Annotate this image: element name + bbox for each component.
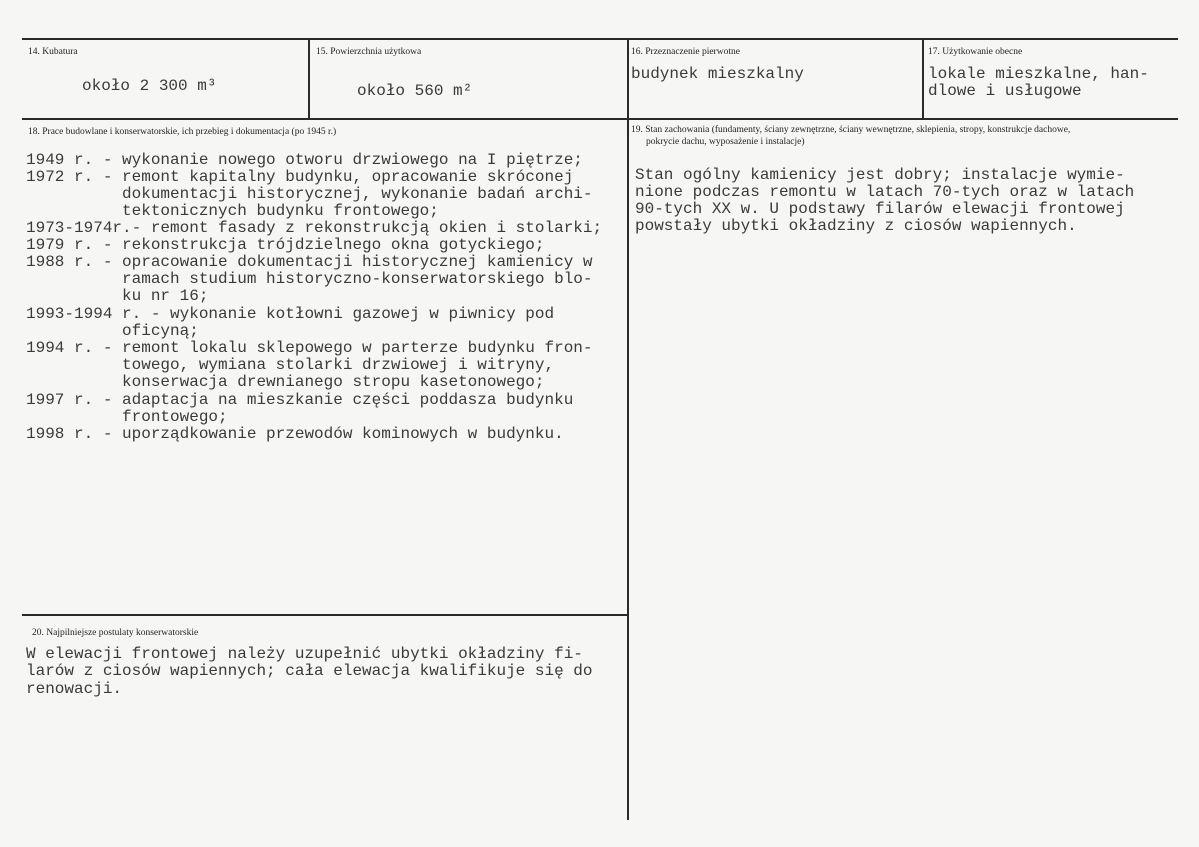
field-18-line: dokumentacji historycznej, wykonanie badań archi-	[26, 185, 593, 203]
field-18-label: 18. Prace budowlane i konserwatorskie, ich przebieg i dokumentacja (po 1945 r.)	[28, 127, 337, 137]
field-15-label: 15. Powierzchnia użytkowa	[316, 47, 422, 57]
field-20-line: renowacji.	[26, 680, 123, 698]
field-20-line: larów z ciosów wapiennych; cała elewacja kwalifikuje się do	[26, 662, 593, 680]
row1-bottom-rule	[22, 118, 1178, 120]
field-19-label: 19. Stan zachowania (fundamenty, ściany zewnętrzne, ściany wewnętrzne, sklepienia, stropy, konstrukcje dachowe,	[631, 125, 1071, 135]
field-18-line: ku nr 16;	[26, 287, 209, 305]
field-18-line: 1993-1994 r. - wykonanie kotłowni gazowej w piwnicy pod	[26, 305, 555, 323]
field-18-line: 1979 r. - rekonstrukcja trójdzielnego okna gotyckiego;	[26, 236, 545, 254]
field-20-line: W elewacji frontowej należy uzupełnić ubytki okładziny fi-	[26, 645, 583, 663]
field-18-line: towego, wymiana stolarki drzwiowej i witryny,	[26, 356, 555, 374]
field-18-line: ramach studium historyczno-konserwatorskiego blo-	[26, 270, 593, 288]
field-14-label: 14. Kubatura	[28, 47, 78, 57]
section18-bottom-rule	[22, 614, 628, 616]
field-17-label: 17. Użytkowanie obecne	[928, 47, 1023, 57]
field-19-label: pokrycie dachu, wyposażenie i instalacje)	[646, 137, 805, 147]
field-18-line: 1972 r. - remont kapitalny budynku, opracowanie skróconej	[26, 168, 574, 186]
field-18-line: oficyną;	[26, 322, 199, 340]
field-20-label: 20. Najpilniejsze postulaty konserwatorskie	[32, 628, 199, 638]
divider-14-15	[308, 38, 310, 120]
field-18-line: 1994 r. - remont lokalu sklepowego w parterze budynku fron-	[26, 339, 593, 357]
field-17-line: lokale mieszkalne, han-	[928, 65, 1149, 83]
field-19-line: Stan ogólny kamienicy jest dobry; instalacje wymie-	[635, 166, 1125, 184]
divider-16-17	[922, 38, 924, 120]
field-18-line: frontowego;	[26, 408, 228, 426]
field-14-value: około 2 300 m³	[82, 77, 217, 95]
field-18-line: tektonicznych budynku frontowego;	[26, 202, 439, 220]
field-19-line: 90-tych XX w. U podstawy filarów elewacji frontowej	[635, 200, 1125, 218]
field-19-line: nione podczas remontu w latach 70-tych oraz w latach	[635, 183, 1135, 201]
field-15-value: około 560 m²	[357, 82, 473, 100]
field-16-label: 16. Przeznaczenie pierwotne	[631, 47, 740, 57]
field-18-line: 1988 r. - opracowanie dokumentacji historycznej kamienicy w	[26, 253, 593, 271]
field-18-line: 1973-1974r.- remont fasady z rekonstrukcją okien i stolarki;	[26, 219, 603, 237]
field-19-line: powstały ubytki okładziny z ciosów wapiennych.	[635, 217, 1077, 235]
field-17-line: dlowe i usługowe	[928, 82, 1082, 100]
top-rule	[22, 38, 1178, 40]
main-vertical-divider	[627, 38, 629, 820]
field-16-value: budynek mieszkalny	[631, 65, 804, 83]
field-18-line: 1949 r. - wykonanie nowego otworu drzwiowego na I piętrze;	[26, 151, 583, 169]
field-18-line: 1998 r. - uporządkowanie przewodów kominowych w budynku.	[26, 425, 564, 443]
field-18-line: konserwacja drewnianego stropu kasetonowego;	[26, 373, 545, 391]
field-18-line: 1997 r. - adaptacja na mieszkanie części poddasza budynku	[26, 391, 574, 409]
